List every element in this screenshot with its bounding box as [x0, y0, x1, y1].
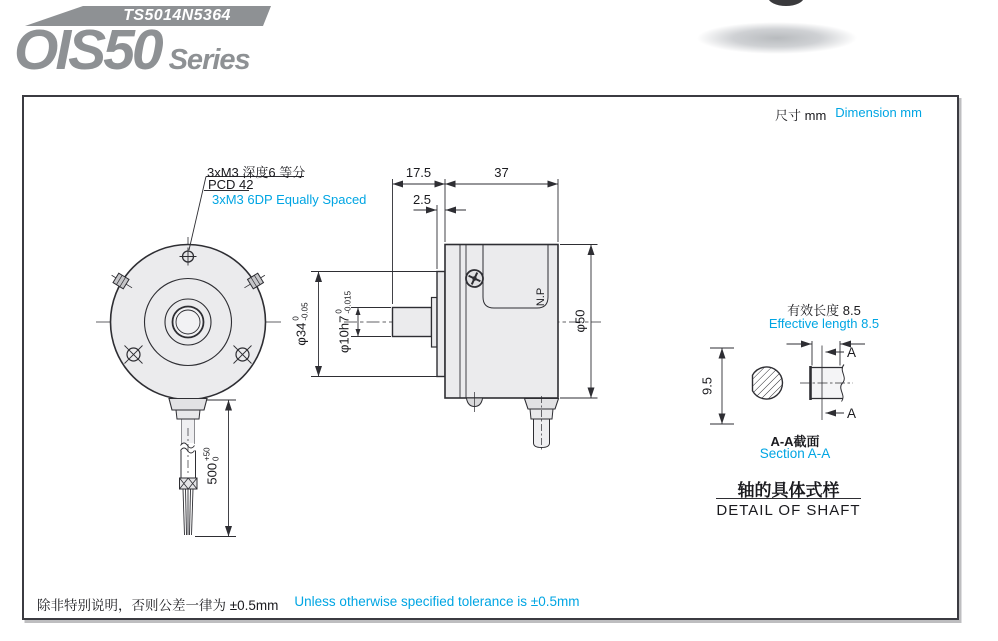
section-label-cn: A-A截面 — [770, 434, 820, 449]
dia-flange-tolerance: 0 -0.05 — [291, 302, 309, 321]
tolerance-note — [37, 594, 579, 614]
dim-flat-width: 9.5 — [699, 376, 715, 396]
shaft-detail — [710, 341, 865, 499]
product-photo-remnant — [697, 0, 857, 54]
series-suffix: Series — [168, 44, 250, 76]
mounting-annotation-cn: 3xM3 深度6 等分 — [207, 164, 306, 180]
section-label-en: Section A-A — [759, 446, 831, 461]
tolerance-note-en: Unless otherwise specified tolerance is ±0.5mm — [294, 593, 580, 609]
units-note-cn: 尺寸 mm — [775, 108, 827, 123]
units-note-en: Dimension mm — [835, 105, 922, 120]
side-cable-gland — [525, 396, 559, 452]
model-number: TS5014N5364 — [123, 7, 231, 24]
dim-body-length: 37 — [494, 165, 509, 180]
front-view — [96, 237, 281, 535]
dim-cable-length: 500 +50 0 — [202, 447, 220, 485]
shaft-detail-title-en: DETAIL OF SHAFT — [716, 501, 861, 519]
front-cable — [169, 399, 207, 536]
shaft-detail-title-cn: 轴的具体式样 — [737, 481, 840, 500]
dim-boss-step: 2.5 — [412, 191, 432, 207]
dim-dia-flange: φ34 0 -0.05 — [291, 302, 309, 346]
dim-front-length: 17.5 — [405, 165, 432, 180]
section-marker-bottom: A — [847, 405, 857, 421]
dia-shaft-tolerance: 0 -0.015 — [334, 290, 352, 314]
mounting-annotation-en: 3xM3 6DP Equally Spaced — [212, 191, 367, 207]
cable-length-tolerance: +50 0 — [202, 447, 220, 461]
np-label: N.P — [535, 287, 547, 306]
m3-hole-left — [125, 346, 143, 364]
units-note — [775, 105, 922, 124]
dim-dia-body: φ50 — [572, 309, 587, 333]
effective-length-en: Effective length 8.5 — [768, 315, 880, 331]
effective-length-cn: 有效长度 8.5 — [787, 303, 861, 318]
series-title — [14, 20, 250, 80]
dim-dia-shaft: φ10h7 0 -0.015 — [334, 290, 352, 354]
side-view — [344, 245, 601, 453]
series-name: OIS50 — [14, 18, 161, 82]
section-marker-top: A — [847, 344, 857, 360]
tolerance-note-cn: 除非特别说明，否则公差一律为 ±0.5mm — [37, 597, 279, 613]
pcd-annotation: PCD 42 — [208, 177, 254, 192]
m3-hole-right — [234, 346, 252, 364]
